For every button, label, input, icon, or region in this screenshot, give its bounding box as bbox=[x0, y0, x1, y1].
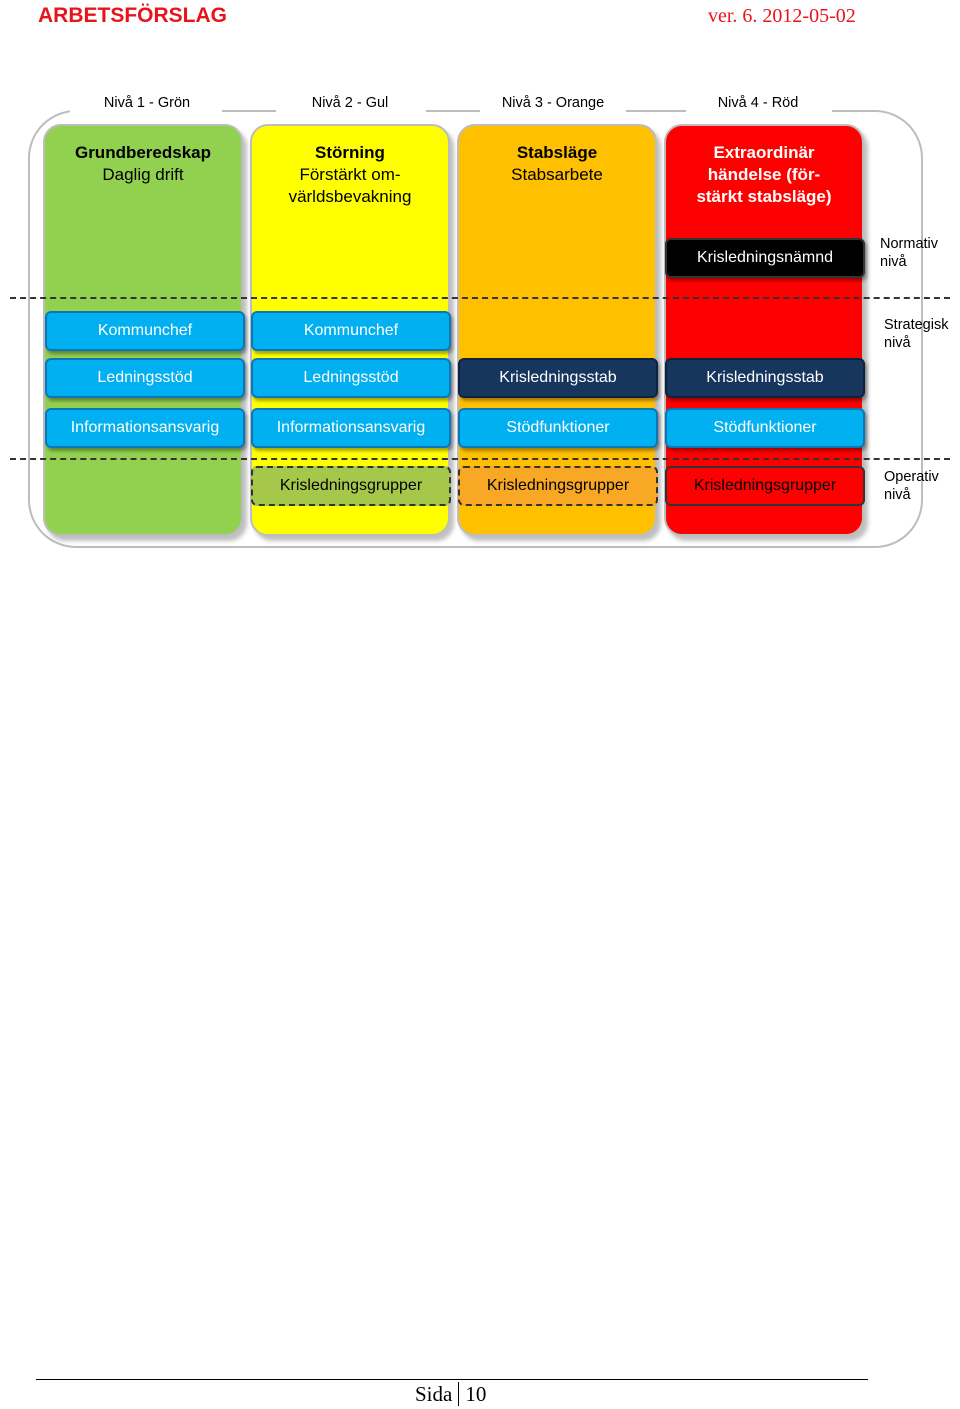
footer-rule bbox=[36, 1379, 868, 1380]
column-subtitle: händelse (för- bbox=[707, 165, 821, 184]
column-title-orange bbox=[457, 142, 657, 186]
level-divider-operative bbox=[10, 458, 950, 460]
column-subtitle: Stabsarbete bbox=[511, 165, 603, 184]
side-label-line: Operativ bbox=[884, 469, 939, 485]
krisledningsgrupper-box: Krisledningsgrupper bbox=[665, 466, 865, 506]
ledningsstod-box: Ledningsstöd bbox=[251, 358, 451, 398]
page-footer bbox=[415, 1382, 486, 1407]
krisledningsnamnd-box: Krisledningsnämnd bbox=[665, 238, 865, 278]
column-title-bold: Grundberedskap bbox=[74, 143, 212, 162]
document-version: ver. 6. 2012-05-02 bbox=[708, 5, 856, 27]
column-title-bold: Stabsläge bbox=[516, 143, 598, 162]
level-divider-normative bbox=[10, 297, 950, 299]
stodfunktioner-box: Stödfunktioner bbox=[458, 408, 658, 448]
side-label-line: Normativ bbox=[880, 236, 939, 252]
strategic-level-label bbox=[884, 316, 948, 352]
column-title-bold: Störning bbox=[315, 143, 385, 162]
krisledningsstab-box: Krisledningsstab bbox=[458, 358, 658, 398]
ledningsstod-box: Ledningsstöd bbox=[45, 358, 245, 398]
column-title-green bbox=[43, 142, 243, 186]
krisledningsgrupper-box: Krisledningsgrupper bbox=[458, 466, 658, 506]
kommunchef-box: Kommunchef bbox=[45, 311, 245, 351]
column-subtitle: Daglig drift bbox=[102, 165, 184, 184]
column-title-bold: Extraordinär bbox=[713, 143, 815, 162]
column-subtitle: stärkt stabsläge) bbox=[696, 187, 832, 206]
page-word: Sida bbox=[415, 1382, 453, 1406]
side-label-line: nivå bbox=[884, 335, 911, 351]
normative-level-label bbox=[880, 235, 938, 271]
side-label-line: nivå bbox=[884, 487, 911, 503]
column-title-red bbox=[664, 142, 864, 208]
informationsansvarig-box: Informationsansvarig bbox=[45, 408, 245, 448]
side-label-line: nivå bbox=[880, 254, 907, 270]
kommunchef-box: Kommunchef bbox=[251, 311, 451, 351]
column-subtitle: Förstärkt om- bbox=[299, 165, 401, 184]
document-status-title: ARBETSFÖRSLAG bbox=[38, 4, 227, 27]
level-label-4: Nivå 4 - Röd bbox=[717, 95, 799, 111]
side-label-line: Strategisk bbox=[884, 317, 949, 333]
operative-level-label bbox=[884, 468, 939, 504]
krisledningsstab-box: Krisledningsstab bbox=[665, 358, 865, 398]
level-label-3: Nivå 3 - Orange bbox=[501, 95, 605, 111]
krisledningsgrupper-box: Krisledningsgrupper bbox=[251, 466, 451, 506]
level-label-1: Nivå 1 - Grön bbox=[103, 95, 191, 111]
page-number: 10 bbox=[458, 1382, 486, 1406]
level-label-2: Nivå 2 - Gul bbox=[311, 95, 389, 111]
column-subtitle: världsbevakning bbox=[288, 187, 412, 206]
informationsansvarig-box: Informationsansvarig bbox=[251, 408, 451, 448]
stodfunktioner-box: Stödfunktioner bbox=[665, 408, 865, 448]
column-title-yellow bbox=[250, 142, 450, 208]
